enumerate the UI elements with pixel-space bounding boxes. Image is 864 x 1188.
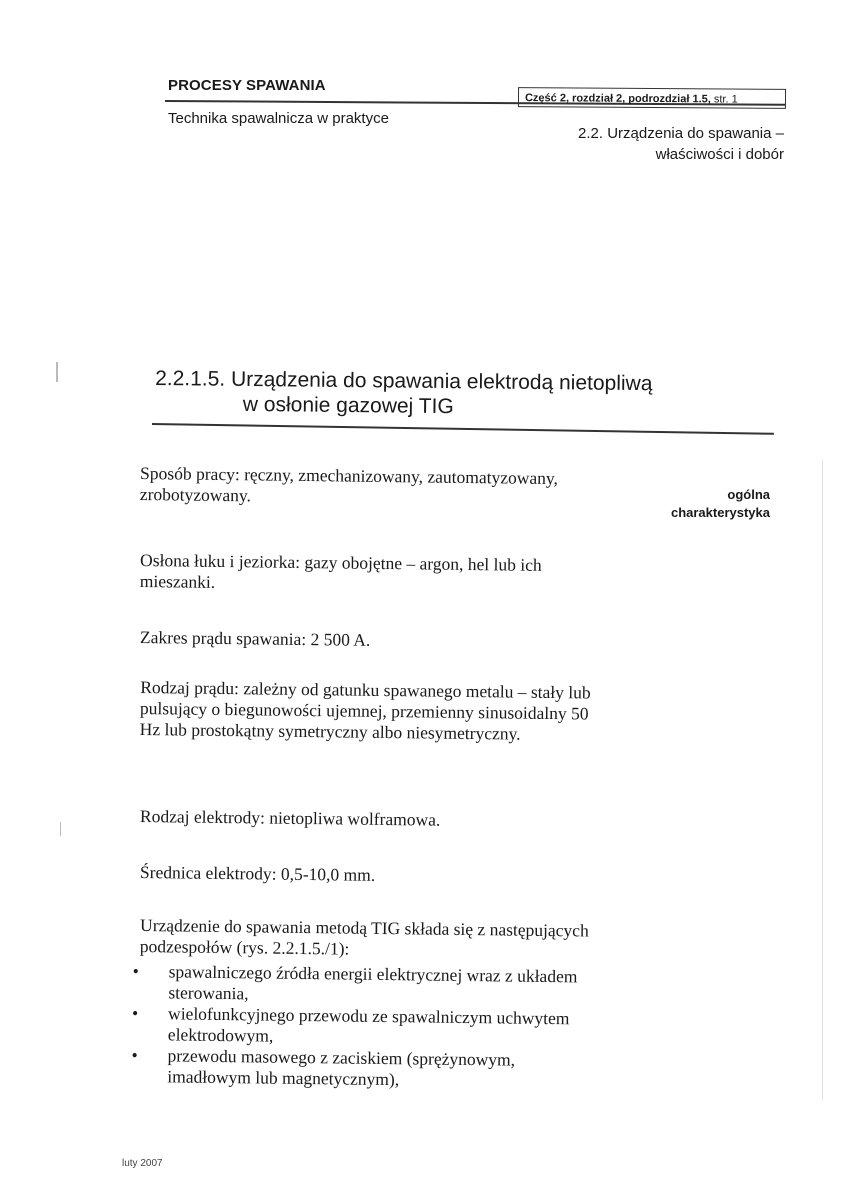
margin-note-line1: ogólna bbox=[727, 487, 770, 502]
scan-mark bbox=[60, 822, 61, 836]
section-divider bbox=[152, 423, 774, 435]
paragraph-current-type: Rodzaj prądu: zależny od gatunku spawanego metalu – stały lub pulsujący o biegunowości ujemnej, przemienny sinusoidalny 50 Hz lub prostokątny symetryczny albo niesymetryczny. bbox=[139, 677, 591, 744]
list-item bbox=[132, 1002, 600, 1051]
section-title-line2: w osłonie gazowej TIG bbox=[242, 392, 454, 419]
paragraph-electrode-type: Rodzaj elektrody: nietopliwa wolframowa. bbox=[139, 806, 441, 830]
location-box-label: Część 2, rozdział 2, podrozdział 1.5, bbox=[524, 92, 711, 106]
chapter-title-line2: właściwości i dobór bbox=[655, 146, 784, 163]
list-item bbox=[132, 960, 600, 1009]
scan-edge bbox=[822, 460, 823, 1100]
section-heading bbox=[155, 366, 653, 421]
margin-note-line2: charakterystyka bbox=[670, 505, 770, 520]
section-number: 2.2.1.5. bbox=[155, 367, 226, 391]
paragraph-work-mode: Sposób pracy: ręczny, zmechanizowany, zautomatyzowany, zrobotyzowany. bbox=[139, 463, 559, 506]
bullet-icon: • bbox=[132, 1002, 139, 1024]
list-item bbox=[131, 1044, 599, 1093]
bullet-icon: • bbox=[132, 960, 139, 982]
margin-note bbox=[671, 486, 770, 522]
publication-title: PROCESY SPAWANIA bbox=[168, 77, 326, 94]
location-box-page: str. 1 bbox=[710, 93, 738, 106]
scan-mark bbox=[56, 362, 58, 382]
list-item-text: przewodu masowego z zaciskiem (sprężynowym, imadłowym lub magnetycznym), bbox=[167, 1045, 516, 1090]
paragraph-electrode-diameter: Średnica elektrody: 0,5-10,0 mm. bbox=[139, 862, 376, 885]
footer-date: luty 2007 bbox=[122, 1158, 163, 1169]
chapter-title bbox=[578, 123, 784, 165]
paragraph-arc-shield: Osłona łuku i jeziorka: gazy obojętne – argon, hel lub ich mieszanki. bbox=[139, 550, 542, 592]
list-item-text: wielofunkcyjnego przewodu ze spawalniczym uchwytem elektrodowym, bbox=[167, 1003, 570, 1046]
list-item-text: spawalniczego źródła energii elektrycznej wraz z układem sterowania, bbox=[168, 961, 578, 1004]
component-list bbox=[131, 960, 601, 1093]
paragraph-components-intro: Urządzenie do spawania metodą TIG składa się z następujących podzespołów (rys. 2.2.1.5./1): bbox=[139, 915, 589, 959]
chapter-title-line1: 2.2. Urządzenia do spawania – bbox=[578, 125, 784, 142]
section-title-line1: Urządzenia do spawania elektrodą nietopliwą bbox=[230, 367, 653, 396]
paragraph-current-range: Zakres prądu spawania: 2 500 A. bbox=[139, 627, 371, 650]
bullet-icon: • bbox=[131, 1044, 138, 1065]
location-box bbox=[518, 87, 786, 109]
publication-subtitle: Technika spawalnicza w praktyce bbox=[168, 110, 389, 127]
